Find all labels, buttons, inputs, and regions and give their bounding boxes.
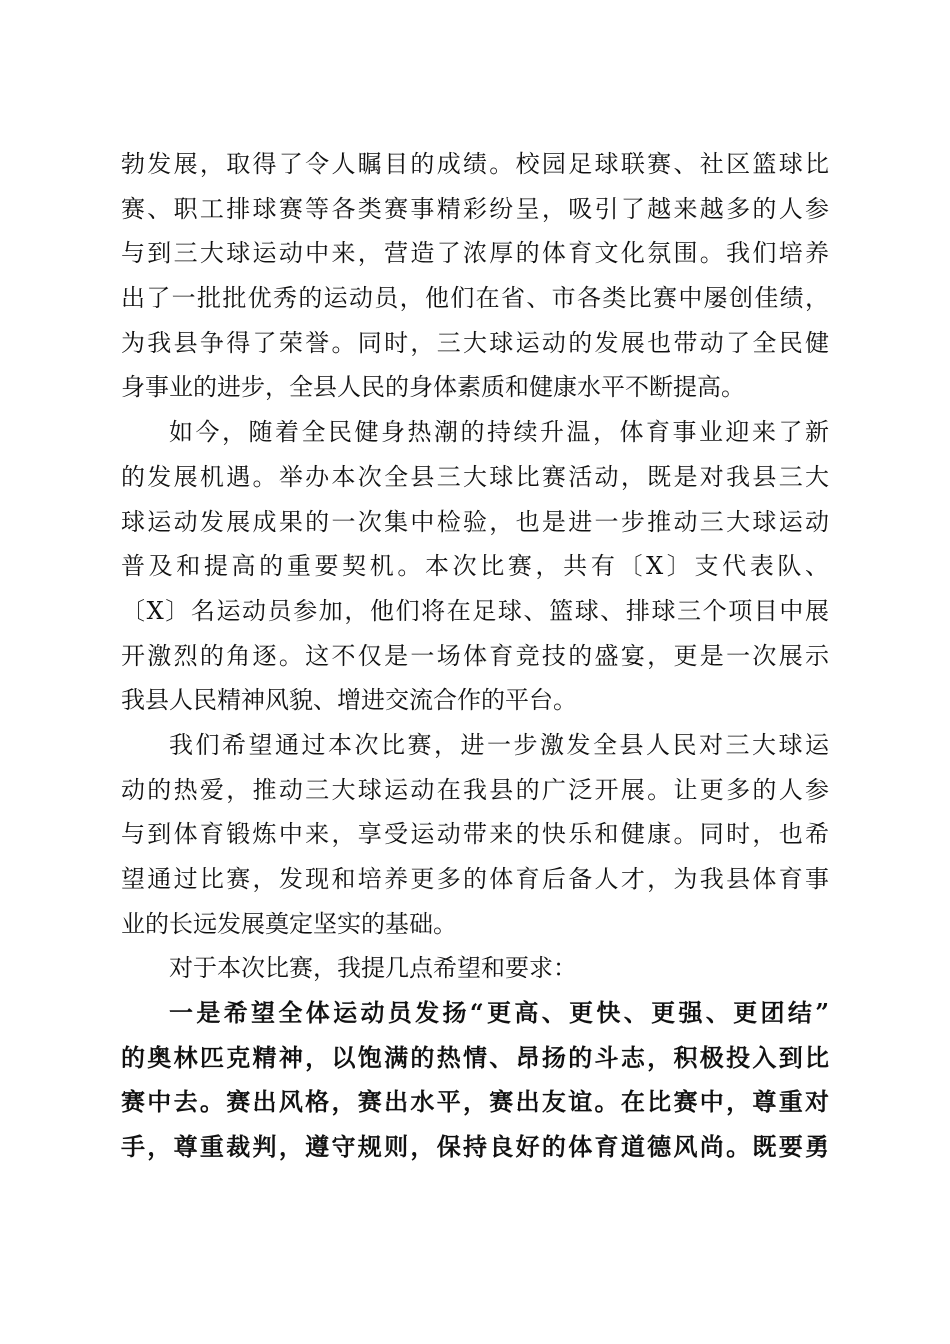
paragraph-line: 为我县争得了荣誉。同时，三大球运动的发展也带动了全民健 [121, 328, 829, 357]
paragraph-line: 身事业的进步，全县人民的身体素质和健康水平不断提高。 [121, 373, 745, 402]
paragraph-line: 球运动发展成果的一次集中检验，也是进一步推动三大球运动 [121, 507, 829, 536]
paragraph-line-bold: 一是希望全体运动员发扬“更高、更快、更强、更团结” [169, 998, 829, 1028]
paragraph-line: 出了一批批优秀的运动员，他们在省、市各类比赛中屡创佳绩， [121, 284, 829, 313]
paragraph-line: 开激烈的角逐。这不仅是一场体育竞技的盛宴，更是一次展示 [121, 641, 829, 670]
paragraph-line: 勃发展，取得了令人瞩目的成绩。校园足球联赛、社区篮球比 [121, 150, 829, 178]
paragraph-line: 的发展机遇。举办本次全县三大球比赛活动，既是对我县三大 [121, 462, 829, 491]
paragraph-line: 普及和提高的重要契机。本次比赛，共有〔X〕支代表队、 [121, 552, 829, 581]
paragraph-line: 对于本次比赛，我提几点希望和要求： [169, 954, 577, 983]
paragraph-line-bold: 的奥林匹克精神，以饱满的热情、昂扬的斗志，积极投入到比 [121, 1042, 829, 1072]
paragraph-line-bold: 赛中去。赛出风格，赛出水平，赛出友谊。在比赛中，尊重对 [121, 1087, 829, 1117]
paragraph-line-bold: 手，尊重裁判，遵守规则，保持良好的体育道德风尚。既要勇 [121, 1132, 829, 1162]
paragraph-line: 业的长远发展奠定坚实的基础。 [121, 909, 457, 938]
paragraph-line: 〔X〕名运动员参加，他们将在足球、篮球、排球三个项目中展 [121, 596, 829, 625]
paragraph-line: 我县人民精神风貌、增进交流合作的平台。 [121, 686, 577, 715]
speech-body-text [121, 142, 829, 1170]
paragraph-line: 赛、职工排球赛等各类赛事精彩纷呈，吸引了越来越多的人参 [121, 194, 829, 223]
paragraph-line: 如今，随着全民健身热潮的持续升温，体育事业迎来了新 [169, 418, 829, 447]
paragraph-line: 望通过比赛，发现和培养更多的体育后备人才，为我县体育事 [121, 865, 829, 893]
paragraph-line: 与到体育锻炼中来，享受运动带来的快乐和健康。同时，也希 [121, 820, 829, 849]
paragraph-line: 与到三大球运动中来，营造了浓厚的体育文化氛围。我们培养 [121, 239, 829, 268]
paragraph-line: 动的热爱，推动三大球运动在我县的广泛开展。让更多的人参 [121, 775, 829, 804]
paragraph-line: 我们希望通过本次比赛，进一步激发全县人民对三大球运 [169, 730, 829, 759]
